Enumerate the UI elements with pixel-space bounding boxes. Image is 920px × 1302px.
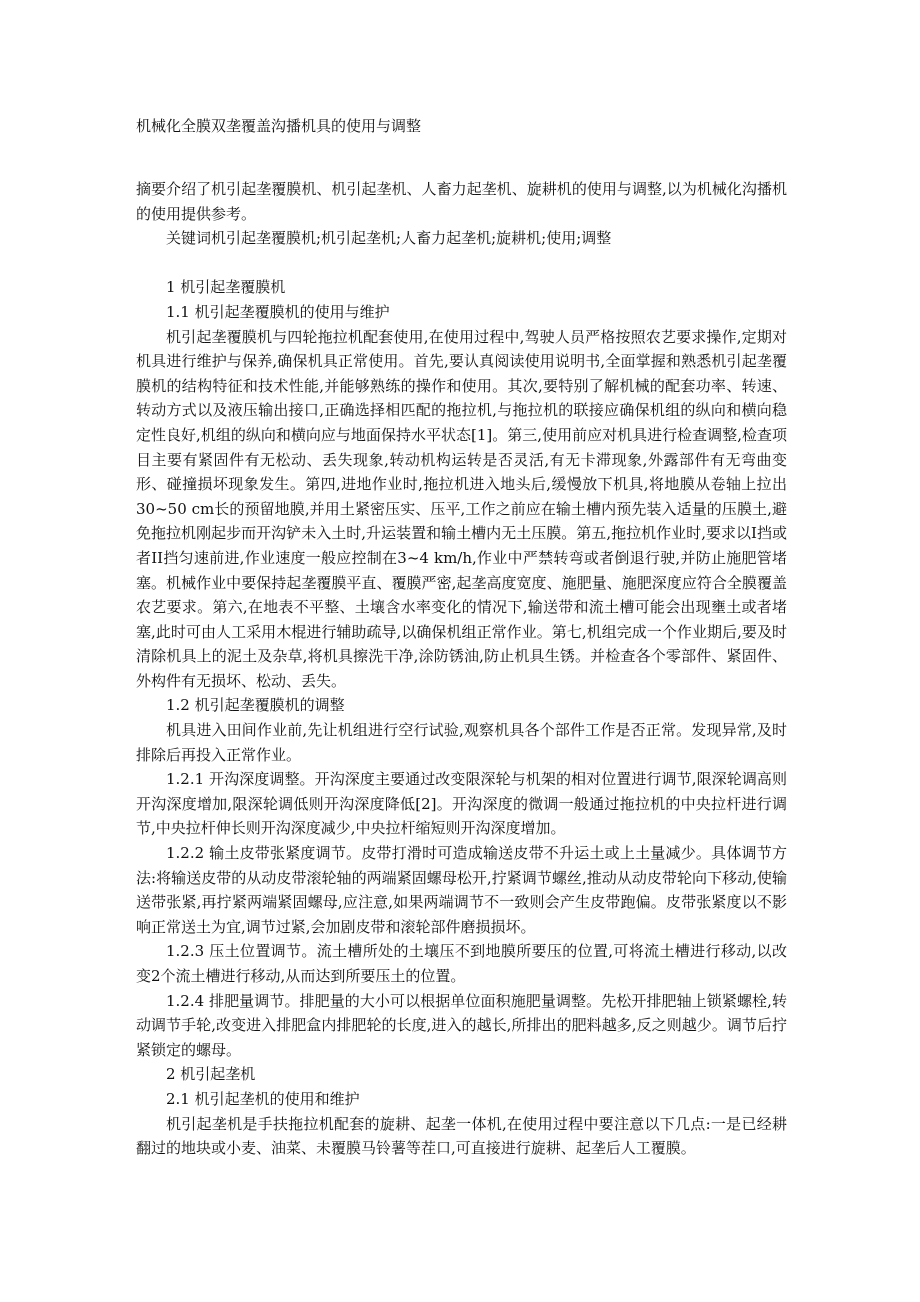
subsection-heading-1-1: 1.1 机引起垄覆膜机的使用与维护 [166,302,390,321]
paragraph-1-1: 机引起垄覆膜机与四轮拖拉机配套使用,在使用过程中,驾驶人员严格按照农艺要求操作,定期对机具进行维护与保养,确保机具正常使用。首先,要认真阅读使用说明书,全面掌握和熟悉机引起垄覆膜机的结构特征和技术性能,并能够熟练的操作和使用。其次,要特别了解机械的配套功率、转速、转动方式以及液压输出接口,正确选择相匹配的拖拉机,与拖拉机的联接应确保机组的纵向和横向稳定性良好,机组的纵向和横向应与地面保持水平状态[1]。第三,使用前应对机具进行检查调整,检查项目主要有紧固件有无松动、丢失现象,转动机构运转是否灵活,有无卡滞现象,外露部件有无弯曲变形、碰撞损坏现象发生。第四,进地作业时,拖拉机进入地头后,缓慢放下机具,将地膜从卷轴上拉出30~50 cm长的预留地膜,并用土紧密压实、压平,工作之前应在输土槽内预先装入适量的压膜土,避免拖拉机刚起步而开沟铲未入土时,升运装置和输土槽内无土压膜。第五,拖拉机作业时,要求以I挡或者II挡匀速前进,作业速度一般应控制在3~4 km/h,作业中严禁转弯或者倒退行驶,并防止施肥管堵塞。机械作业中要保持起垄覆膜平直、覆膜严密,起垄高度宽度、施肥量、施肥深度应符合全膜覆盖农艺要求。第六,在地表不平整、土壤含水率变化的情况下,输送带和流土槽可能会出现壅土或者堵塞,此时可由人工采用木棍进行辅助疏导,以确保机组正常作业。第七,机组完成一个作业期后,要及时清除机具上的泥土及杂草,将机具擦洗干净,涂防锈油,防止机具生锈。并检查各个零部件、紧固件、外构件有无损坏、松动、丢失。 [136,327,787,690]
paragraph-gap [136,251,787,276]
subsection-heading-2-1: 2.1 机引起垄机的使用和维护 [166,1089,360,1108]
section-heading-2: 2 机引起垄机 [166,1065,256,1084]
document-title: 机械化全膜双垄覆盖沟播机具的使用与调整 [136,117,422,135]
keywords-paragraph: 关键词机引起垄覆膜机;机引起垄机;人畜力起垄机;旋耕机;使用;调整 [166,229,612,248]
subsection-heading-1-2: 1.2 机引起垄覆膜机的调整 [166,696,345,715]
paragraph-1-2-3: 1.2.3 压土位置调节。流土槽所处的土壤压不到地膜所要压的位置,可将流土槽进行移动,以改变2个流土槽进行移动,从而达到所要压土的位置。 [136,942,787,985]
paragraph-1-2-2: 1.2.2 输土皮带张紧度调节。皮带打滑时可造成输送皮带不升运土或上土量减少。具体调节方法:将输送皮带的从动皮带滚轮轴的两端紧固螺母松开,拧紧调节螺丝,推动从动皮带轮向下移动,使输送带张紧,再拧紧两端紧固螺母,应注意,如果两端调节不一致则会产生皮带跑偏。皮带张紧度以不影响正常送土为宜,调节过紧,会加剧皮带和滚轮部件磨损损坏。 [136,844,787,936]
paragraph-2-1: 机引起垄机是手扶拖拉机配套的旋耕、起垄一体机,在使用过程中要注意以下几点:一是已经耕翻过的地块或小麦、油菜、未覆膜马铃薯等茬口,可直接进行旋耕、起垄后人工覆膜。 [136,1114,787,1158]
document-body [136,177,787,1161]
abstract-paragraph: 摘要介绍了机引起垄覆膜机、机引起垄机、人畜力起垄机、旋耕机的使用与调整,以为机械化沟播机的使用提供参考。 [136,180,787,223]
paragraph-1-2: 机具进入田间作业前,先让机组进行空行试验,观察机具各个部件工作是否正常。发现异常,及时排除后再投入正常作业。 [136,721,787,764]
paragraph-1-2-4: 1.2.4 排肥量调节。排肥量的大小可以根据单位面积施肥量调整。先松开排肥轴上锁紧螺栓,转动调节手轮,改变进入排肥盒内排肥轮的长度,进入的越长,所排出的肥料越多,反之则越少。调节后拧紧锁定的螺母。 [136,991,787,1059]
paragraph-1-2-1: 1.2.1 开沟深度调整。开沟深度主要通过改变限深轮与机架的相对位置进行调节,限深轮调高则开沟深度增加,限深轮调低则开沟深度降低[2]。开沟深度的微调一般通过拖拉机的中央拉杆进行调节,中央拉杆伸长则开沟深度减少,中央拉杆缩短则开沟深度增加。 [136,770,787,838]
section-heading-1: 1 机引起垄覆膜机 [166,278,286,297]
